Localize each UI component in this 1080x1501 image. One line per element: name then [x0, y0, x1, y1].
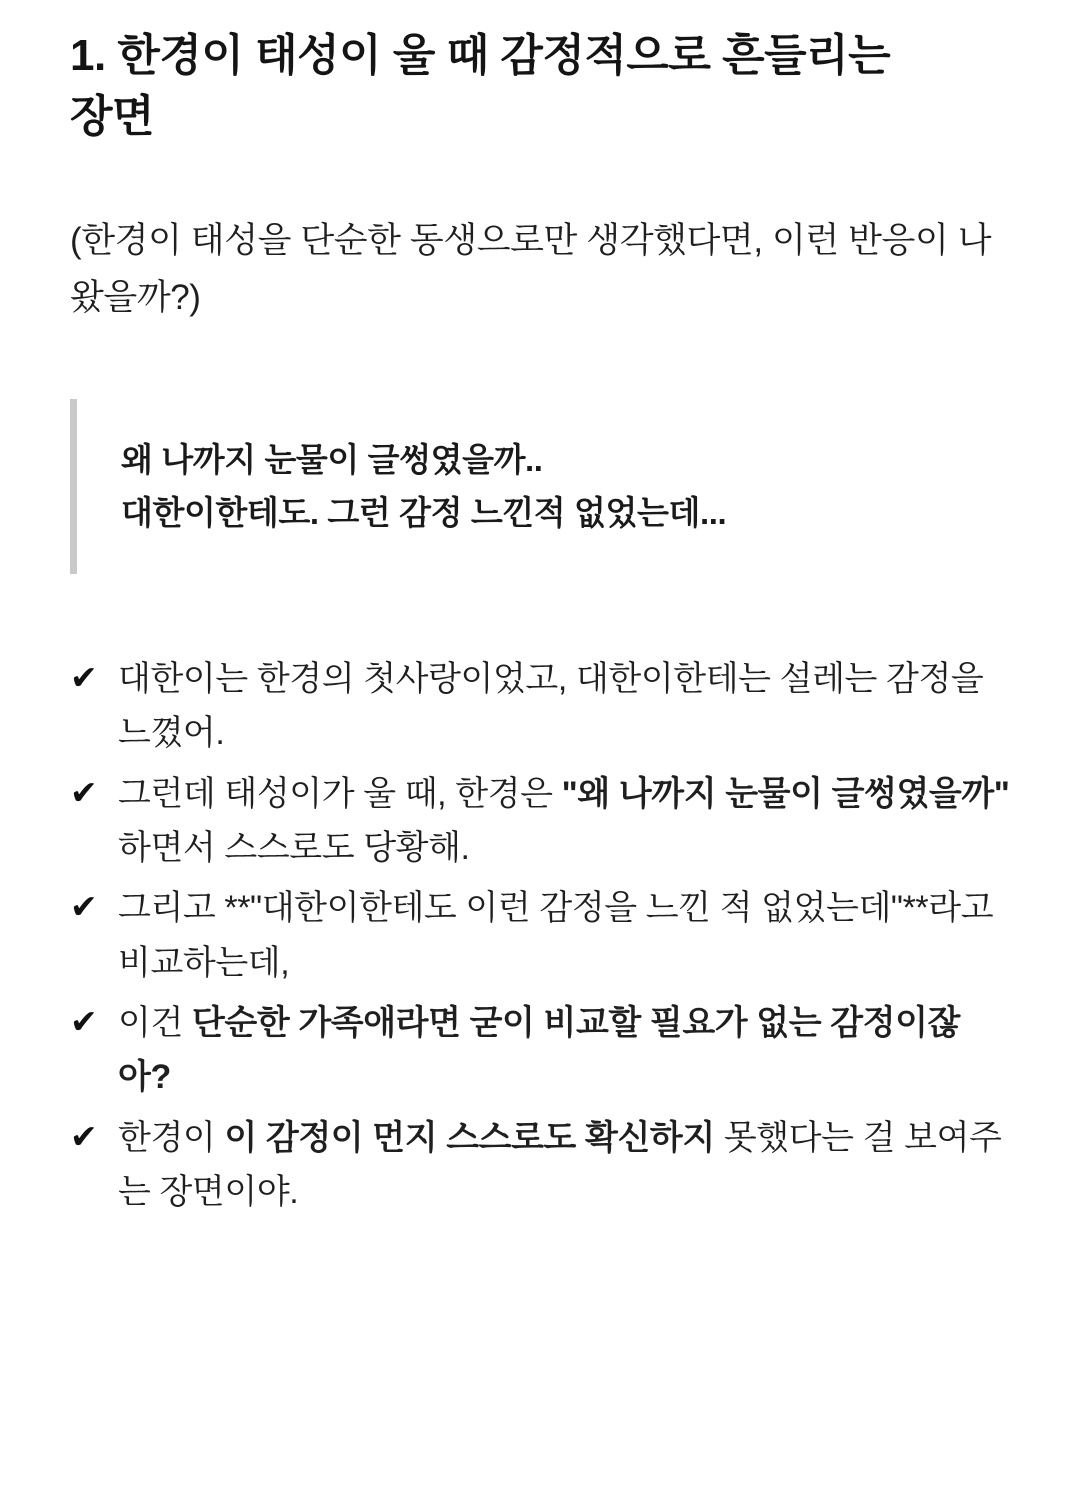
list-item: [70, 1111, 1010, 1220]
check-icon: ✔: [70, 1117, 98, 1155]
page-title: 1. 한경이 태성이 울 때 감정적으로 흔들리는 장면: [70, 31, 891, 141]
list-item-text: 그런데 태성이가 울 때, 한경은 "왜 나까지 눈물이 글썽였을까" 하면서 스스로도 당황해.: [118, 774, 1010, 867]
check-icon: ✔: [70, 1003, 98, 1041]
quote-line-2: 대한이한테도. 그런 감정 느낀적 없었는데...: [121, 494, 727, 532]
list-item-text: 그리고 **"대한이한테도 이런 감정을 느낀 적 없었는데"**라고 비교하는데,: [118, 889, 994, 982]
list-item-text: 대한이는 한경의 첫사랑이었고, 대한이한테는 설레는 감정을 느꼈어.: [118, 659, 984, 753]
list-item: [70, 881, 1010, 990]
check-icon: ✔: [70, 888, 98, 926]
bullet-list: [70, 652, 1010, 1220]
list-item: [70, 652, 1010, 761]
list-item-text: 이건 단순한 가족애라면 굳이 비교할 필요가 없는 감정이잖아?: [118, 1004, 960, 1097]
intro-paragraph: (한경이 태성을 단순한 동생으로만 생각했다면, 이런 반응이 나왔을까?): [70, 221, 992, 318]
quote-line-1: 왜 나까지 눈물이 글썽였을까..: [121, 440, 543, 478]
check-icon: ✔: [70, 773, 98, 811]
list-item-text: 한경이 이 감정이 먼지 스스로도 확신하지 못했다는 걸 보여주는 장면이야.: [118, 1118, 1002, 1212]
list-item: [70, 996, 1010, 1105]
list-item: [70, 767, 1010, 876]
blockquote: [70, 399, 1010, 574]
check-icon: ✔: [70, 658, 98, 696]
